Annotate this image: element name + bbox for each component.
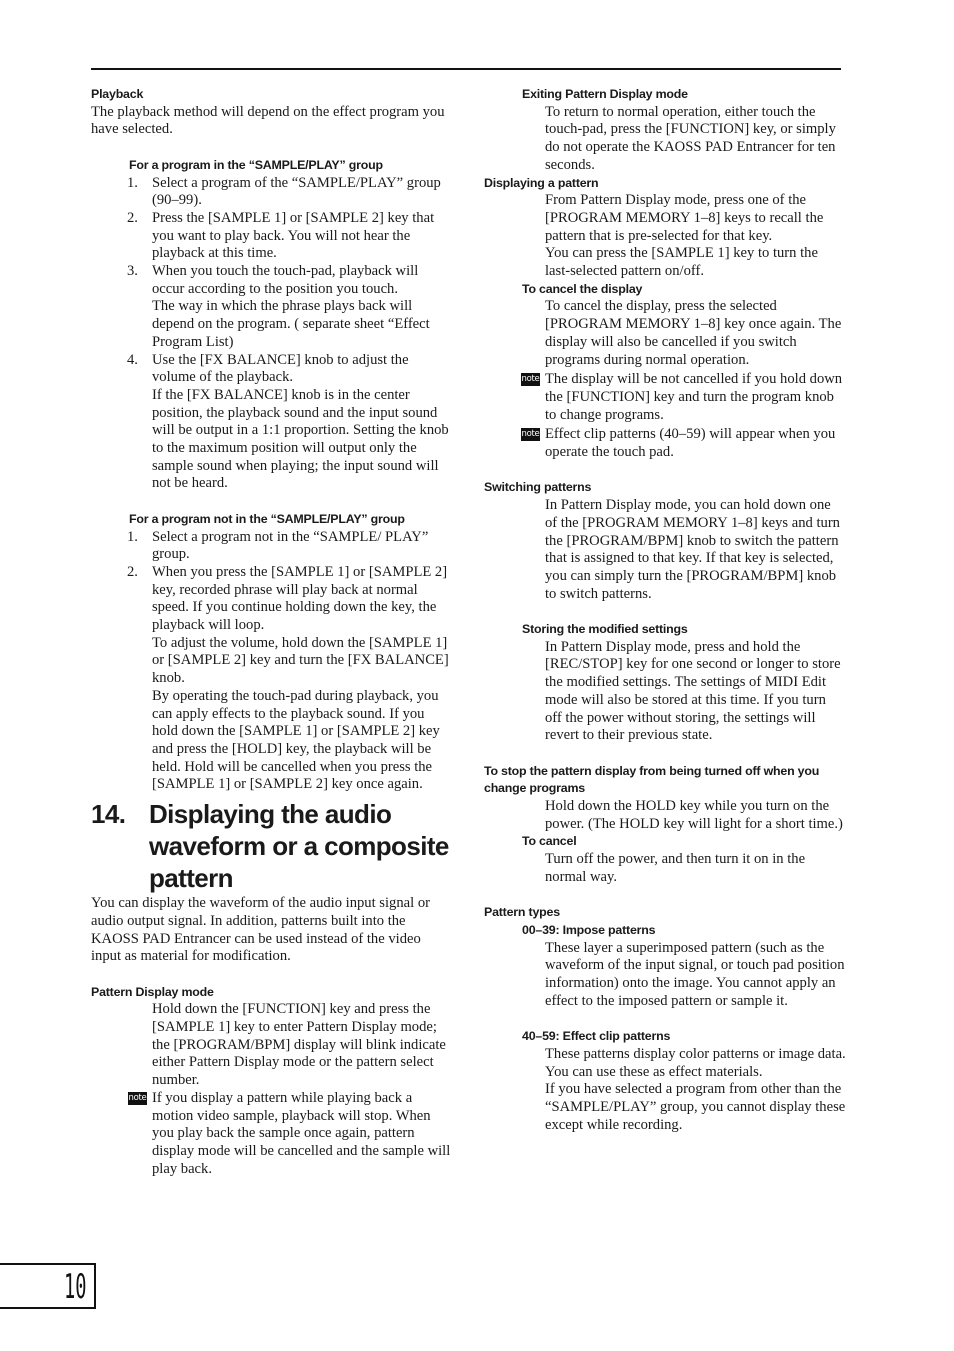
pattern-mode-heading: Pattern Display mode: [91, 984, 214, 999]
note-block: [484, 371, 846, 424]
list-item: 2. When you press the [SAMPLE 1] or [SAMPLE 2] key, recorded phrase will play back at normal speed. If you continue holding down the key, the playback will loop. To adjust the volume, hold down the [SAMPLE 1] or [SAMPLE 2] key and turn the [FX BALANCE] knob. By operating the touch-pad during playback, you can apply effects to the playback sound. If you hold down the [SAMPLE 1] or [SAMPLE 2] key and press the [HOLD] key, the playback will be held. Hold will be cancelled when you press the [SAMPLE 1] or [SAMPLE 2] key once again.: [127, 563, 449, 793]
playback-heading: Playback: [91, 87, 144, 101]
storing-body: In Pattern Display mode, press and hold the [REC/STOP] key for one second or longer to store the modified settings. The settings of MIDI Edit mode will also be stored at this time. If you turn off the power without storing, the settings will revert to their previous state.: [545, 638, 841, 744]
stop-body: Hold down the HOLD key while you turn on the power. (The HOLD key will light for a short time.): [545, 798, 843, 832]
section-number: 14.: [91, 799, 126, 830]
impose-body: These layer a superimposed pattern (such as the waveform of the input signal, or touch pad position information) onto the image. You cannot apply an effect to the imposed pattern or sample it.: [545, 939, 845, 1009]
stop-heading: To stop the pattern display from being turned off when you change programs: [484, 763, 820, 796]
note-block: [484, 426, 846, 461]
pattern-mode-body: Hold down the [FUNCTION] key and press the [SAMPLE 1] key to enter Pattern Display mode; the [PROGRAM/BPM] display will blink indicate either Pattern Display mode or the pattern select number.: [152, 1001, 446, 1089]
exiting-heading: Exiting Pattern Display mode: [522, 87, 688, 101]
not-sample-play-steps: [91, 529, 451, 795]
clip-body: These patterns display color patterns or image data. You can use these as effect materials.: [545, 1045, 846, 1080]
list-item: 4. Use the [FX BALANCE] knob to adjust the volume of the playback. If the [FX BALANCE] knob is in the center position, the playback sound and the input sound will be output in a 1:1 proportion. Setting the knob to the maximum position will output only the sample sound when playing; the input sound will not be heard.: [127, 351, 449, 492]
note-icon: note: [128, 1092, 147, 1103]
types-heading: Pattern types: [484, 905, 560, 920]
note-text: Effect clip patterns (40–59) will appear when you operate the touch pad.: [545, 426, 836, 461]
clip-heading: 40–59: Effect clip patterns: [522, 1029, 671, 1044]
displaying-body: From Pattern Display mode, press one of the [PROGRAM MEMORY 1–8] keys to recall the pattern that is pre-selected for that key.: [545, 192, 824, 244]
note-icon: note: [521, 374, 540, 385]
exiting-body: To return to normal operation, either touch the touch-pad, press the [FUNCTION] key, or simply do not operate the KAOSS PAD Entrancer for ten seconds.: [545, 103, 836, 173]
not-sample-play-heading: For a program not in the “SAMPLE/PLAY” group: [129, 511, 405, 526]
note-text: The display will be not cancelled if you hold down the [FUNCTION] key and turn the program knob to change programs.: [545, 371, 843, 423]
header-rule: [91, 68, 841, 70]
note-text: If you display a pattern while playing back a motion video sample, playback will stop. When you play back the sample once again, pattern display mode will be cancelled and the sample will play back.: [152, 1089, 451, 1177]
switching-heading: Switching patterns: [484, 480, 592, 495]
note-icon: note: [521, 429, 540, 440]
note-block: [91, 1090, 451, 1179]
list-item: 1. Select a program not in the “SAMPLE/ PLAY” group.: [127, 528, 429, 563]
to-cancel-body: Turn off the power, and then turn it on in the normal way.: [545, 851, 806, 885]
sample-play-steps: [91, 175, 451, 494]
to-cancel-heading: To cancel: [522, 834, 577, 849]
section-heading: [91, 798, 451, 894]
list-item: 2. Press the [SAMPLE 1] or [SAMPLE 2] key that you want to play back. You will not hear the playback at this time.: [127, 209, 435, 262]
impose-heading: 00–39: Impose patterns: [522, 922, 656, 937]
playback-intro: The playback method will depend on the effect program you have selected.: [91, 103, 445, 138]
clip-body-2: If you have selected a program from other than the “SAMPLE/PLAY” group, you cannot display these except while recording.: [545, 1081, 846, 1133]
right-column: [484, 86, 846, 1134]
section-title: Displaying the audio waveform or a composite pattern: [149, 799, 449, 894]
sample-play-heading: For a program in the “SAMPLE/PLAY” group: [129, 157, 383, 172]
page-number-box: [0, 1263, 96, 1309]
list-item: 3. When you touch the touch-pad, playback will occur according to the position you touch. The way in which the phrase plays back will depend on the program. ( separate sheet “Effect Program List): [127, 263, 430, 350]
page-number: 10: [64, 1267, 87, 1307]
left-column: [91, 86, 451, 1178]
list-item: 1. Select a program of the “SAMPLE/PLAY” group (90–99).: [127, 174, 441, 209]
displaying-heading: Displaying a pattern: [484, 175, 599, 190]
section-intro: You can display the waveform of the audio input signal or audio output signal. In addition, patterns built into the KAOSS PAD Entrancer can be used instead of the video input as material for modification.: [91, 895, 430, 965]
displaying-body-2: You can press the [SAMPLE 1] key to turn the last-selected pattern on/off.: [545, 245, 818, 280]
storing-heading: Storing the modified settings: [522, 622, 688, 637]
cancel-display-body: To cancel the display, press the selected [PROGRAM MEMORY 1–8] key once again. The display will also be cancelled if you switch programs during normal operation.: [545, 298, 842, 368]
cancel-display-heading: To cancel the display: [522, 281, 643, 296]
switching-body: In Pattern Display mode, you can hold down one of the [PROGRAM MEMORY 1–8] keys and turn the [PROGRAM/BPM] knob to switch the pattern that is assigned to that key. If that key is selected, you can simply turn the [PROGRAM/BPM] knob to switch patterns.: [545, 497, 840, 602]
